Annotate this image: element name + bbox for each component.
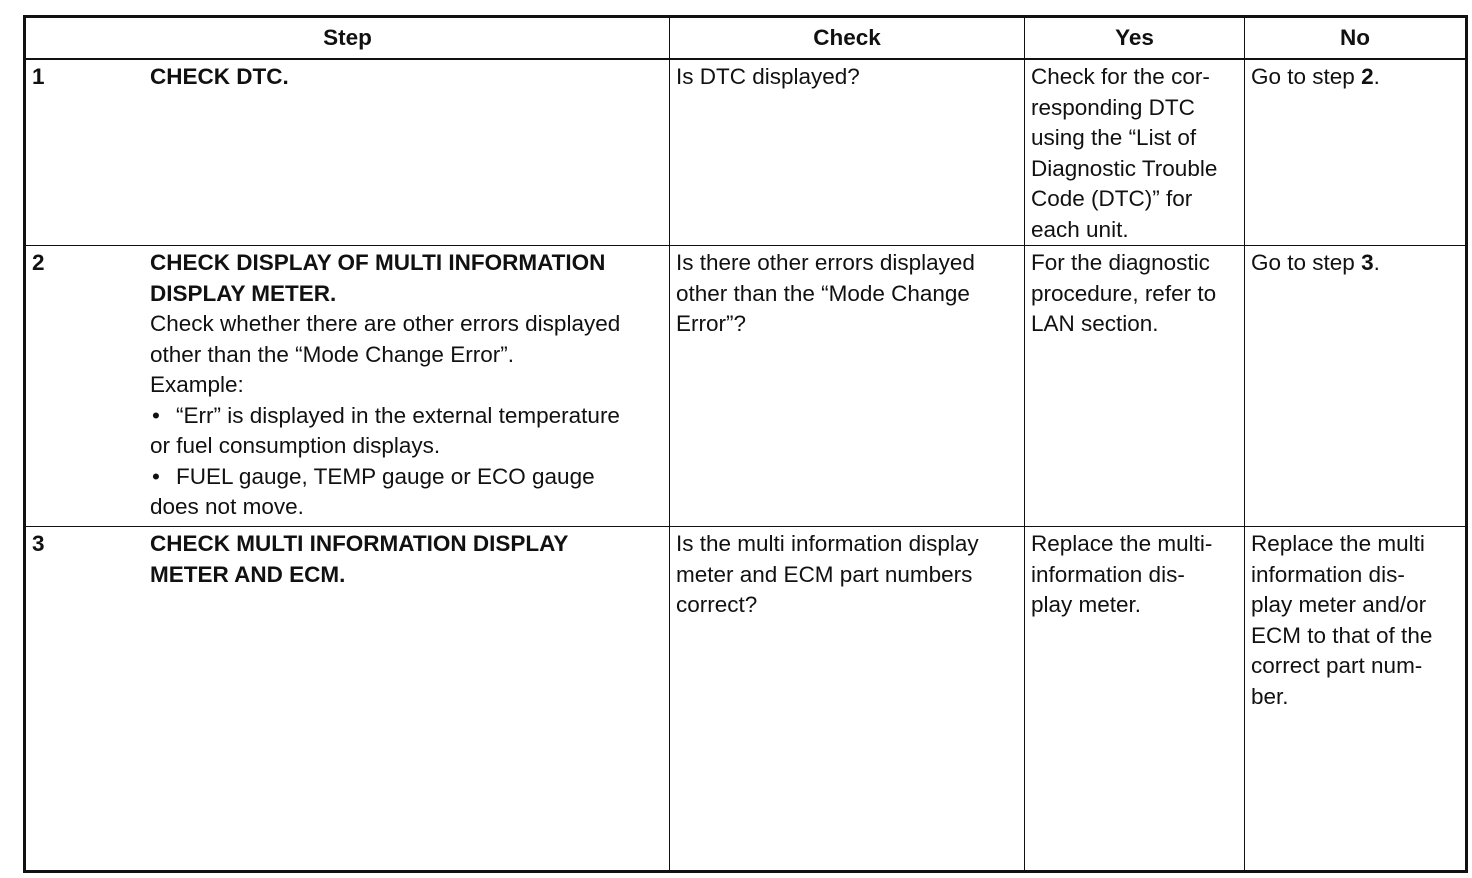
yes-cell [1025,527,1245,872]
yes-line: play meter. [1031,592,1142,617]
go-to-step-suffix: . [1373,250,1380,275]
no-line: play meter and/or [1251,592,1427,617]
bullet-text: or fuel consumption displays. [150,433,441,458]
table-header-row [25,17,1467,60]
step-title: CHECK DTC. [150,64,289,89]
check-line: Is the multi information display [676,531,979,556]
no-line: ber. [1251,683,1289,709]
bullet-item [150,401,663,432]
bullet-item [150,462,663,493]
no-text [1251,246,1459,279]
step-cell [25,527,670,872]
check-text [676,246,1018,340]
step-title: METER AND ECM. [150,561,346,587]
yes-cell [1025,246,1245,527]
yes-line: For the diagnostic [1031,250,1210,275]
yes-line: procedure, refer to [1031,280,1217,306]
check-line: other than the “Mode Change [676,280,970,306]
step-description: Example: [150,372,244,397]
header-no: No [1245,17,1467,60]
step-body [150,60,669,93]
step-title: CHECK MULTI INFORMATION DISPLAY [150,531,569,556]
yes-line: Check for the cor- [1031,64,1210,89]
yes-text [1031,527,1238,621]
yes-line: Replace the multi- [1031,531,1213,556]
bullet-text: “Err” is displayed in the external temperature [176,402,620,428]
yes-text [1031,246,1238,340]
table-row [25,246,1467,527]
header-check: Check [670,17,1025,60]
go-to-step-suffix: . [1373,64,1380,89]
step-title: DISPLAY METER. [150,280,337,306]
step-number: 3 [32,531,45,556]
header-yes: Yes [1025,17,1245,60]
no-cell [1245,59,1467,246]
yes-line: using the “List of [1031,125,1197,150]
bullet-text: FUEL gauge, TEMP gauge or ECO gauge [176,463,595,489]
no-line: Replace the multi [1251,531,1425,556]
diagnostic-table [23,15,1468,873]
yes-line: responding DTC [1031,94,1195,120]
yes-cell [1025,59,1245,246]
bullet-dot: • [152,402,160,428]
check-cell [670,59,1025,246]
step-description: Check whether there are other errors displayed [150,311,621,336]
no-line: ECM to that of the [1251,622,1433,648]
step-description: other than the “Mode Change Error”. [150,341,514,367]
check-line: correct? [676,592,758,617]
check-cell [670,246,1025,527]
step-body [150,527,669,590]
yes-line: information dis- [1031,561,1185,587]
step-cell [25,59,670,246]
go-to-step-label: Go to step [1251,64,1362,89]
go-to-step-number: 3 [1361,250,1374,275]
go-to-step-label: Go to step [1251,250,1362,275]
no-text [1251,527,1459,712]
yes-line: each unit. [1031,216,1129,242]
check-line: Error”? [676,311,747,336]
yes-line: Diagnostic Trouble [1031,155,1218,181]
check-line: Is there other errors displayed [676,250,975,275]
header-step: Step [25,17,670,60]
check-line: meter and ECM part numbers [676,561,973,587]
yes-line: LAN section. [1031,311,1159,336]
no-line: correct part num- [1251,653,1423,678]
step-cell [25,246,670,527]
step-body [150,246,669,523]
no-cell [1245,246,1467,527]
yes-line: Code (DTC)” for [1031,186,1193,211]
step-number: 2 [32,250,45,275]
bullet-dot: • [152,463,160,489]
table-row [25,59,1467,246]
check-text [676,527,1018,621]
step-number: 1 [32,64,45,89]
table-row [25,527,1467,872]
no-text [1251,60,1459,93]
bullet-text: does not move. [150,494,304,519]
no-cell [1245,527,1467,872]
yes-text [1031,60,1238,245]
go-to-step-number: 2 [1361,64,1374,89]
check-text: Is DTC displayed? [676,64,860,89]
check-cell [670,527,1025,872]
step-title: CHECK DISPLAY OF MULTI INFORMATION [150,250,606,275]
no-line: information dis- [1251,561,1405,587]
